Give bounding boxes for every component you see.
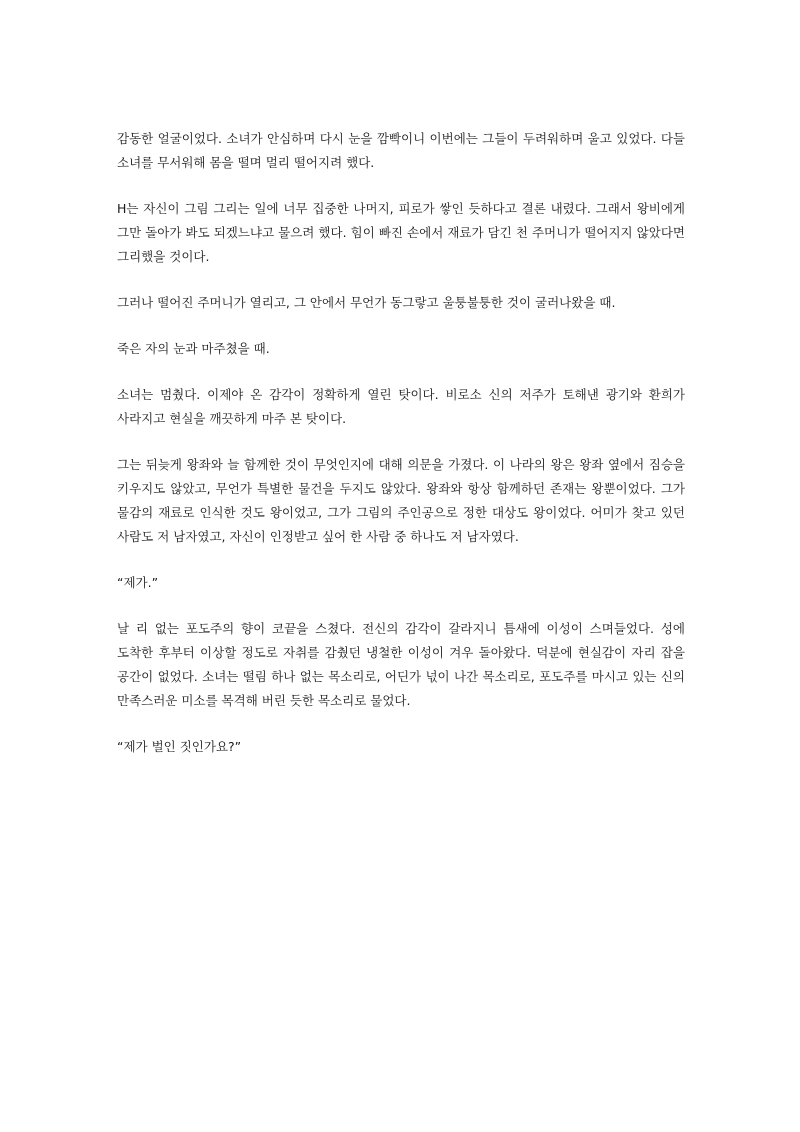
paragraph-8: 날 리 없는 포도주의 향이 코끝을 스쳤다. 전신의 감각이 갈라지니 틈새에 이성이 스며들었다. 성에 도착한 후부터 이상할 정도로 자취를 감췄던 냉철한 이성이 겨우 돌아왔다. 덕분에 현실감이 자리 잡을 공간이 없었다. 소녀는 떨림 하나 없는 목소리로, 어딘가 넋이 나간 목소리로, 포도주를 마시고 있는 신의 만족스러운 미소를 목격해 버린 듯한 목소리로 물었다. bbox=[117, 621, 685, 708]
paragraph-5: 소녀는 멈췄다. 이제야 온 감각이 정확하게 열린 탓이다. 비로소 신의 저주가 토해낸 광기와 환희가 사라지고 현실을 깨끗하게 마주 본 탓이다. bbox=[117, 387, 685, 426]
paragraph-7: “제가.” bbox=[117, 575, 159, 590]
paragraph-4: 죽은 자의 눈과 마주쳤을 때. bbox=[117, 341, 270, 356]
document-body bbox=[117, 127, 685, 781]
paragraph-2: H는 자신이 그림 그리는 일에 너무 집중한 나머지, 피로가 쌓인 듯하다고 결론 내렸다. 그래서 왕비에게 그만 돌아가 봐도 되겠느냐고 물으려 했다. 힘이 빠진 손에서 재료가 담긴 천 주머니가 떨어지지 않았다면 그리했을 것이다. bbox=[117, 201, 685, 264]
paragraph-6: 그는 뒤늦게 왕좌와 늘 함께한 것이 무엇인지에 대해 의문을 가졌다. 이 나라의 왕은 왕좌 옆에서 짐승을 키우지도 않았고, 무언가 특별한 물건을 두지도 않았다. 왕좌와 항상 함께하던 존재는 왕뿐이었다. 그가 물감의 재료로 인식한 것도 왕이었고, 그가 그림의 주인공으로 정한 대상도 왕이었다. 어미가 찾고 있던 사람도 저 남자였고, 자신이 인정받고 싶어 한 사람 중 하나도 저 남자였다. bbox=[117, 457, 685, 544]
paragraph-9: “제가 벌인 짓인가요?” bbox=[117, 739, 242, 754]
paragraph-1: 감동한 얼굴이었다. 소녀가 안심하며 다시 눈을 깜빡이니 이번에는 그들이 두려워하며 울고 있었다. 다들 소녀를 무서워해 몸을 떨며 멀리 떨어지려 했다. bbox=[117, 131, 685, 170]
paragraph-3: 그러나 떨어진 주머니가 열리고, 그 안에서 무언가 동그랗고 울퉁불퉁한 것이 굴러나왔을 때. bbox=[117, 295, 616, 310]
